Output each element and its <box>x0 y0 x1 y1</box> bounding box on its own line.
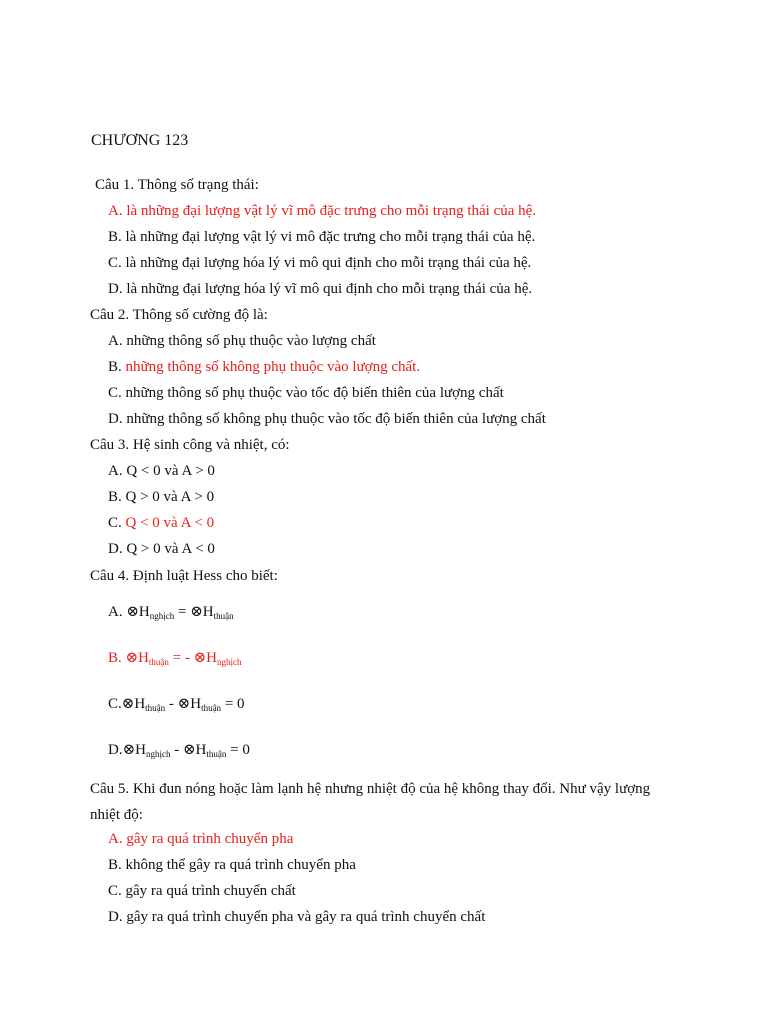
q2-option-c: C. những thông số phụ thuộc vào tốc độ biến thiên của lượng chất <box>108 385 504 401</box>
q4-b-prefix: B. ⊗H <box>108 650 149 666</box>
q4-option-b <box>108 649 242 667</box>
q4-c-sub1: thuận <box>145 703 166 713</box>
q4-c-sub2: thuận <box>201 703 222 713</box>
q4-b-mid: = - ⊗H <box>168 650 218 666</box>
chapter-title: CHƯƠNG 123 <box>91 132 189 149</box>
q3-option-c-text: Q < 0 và A < 0 <box>125 515 215 531</box>
q2-option-a: A. những thông số phụ thuộc vào lượng chất <box>108 333 376 349</box>
q5-option-b: B. không thể gây ra quá trình chuyển pha <box>108 857 356 873</box>
q4-c-prefix: C.⊗H <box>108 696 146 712</box>
question-3: Câu 3. Hệ sinh công và nhiệt, có: <box>90 437 290 453</box>
q1-option-a: A. là những đại lượng vật lý vĩ mô đặc trưng cho mỗi trạng thái của hệ. <box>108 203 537 219</box>
question-2: Câu 2. Thông số cường độ là: <box>90 307 268 323</box>
q4-a-mid: = ⊗H <box>174 604 214 620</box>
q3-option-a: A. Q < 0 và A > 0 <box>108 463 215 479</box>
q4-b-sub2: nghịch <box>217 657 242 667</box>
question-4: Câu 4. Định luật Hess cho biết: <box>90 568 278 584</box>
q2-option-d: D. những thông số không phụ thuộc vào tốc độ biến thiên của lượng chất <box>108 411 546 427</box>
q3-option-c-label: C. <box>108 515 126 531</box>
q4-d-suffix: = 0 <box>226 742 250 758</box>
q2-option-b-text: những thông số không phụ thuộc vào lượng chất. <box>125 359 421 375</box>
q5-option-d: D. gây ra quá trình chuyển pha và gây ra quá trình chuyển chất <box>108 909 486 925</box>
q1-option-c: C. là những đại lượng hóa lý vi mô qui định cho mỗi trạng thái của hệ. <box>108 255 532 271</box>
q4-a-sub2: thuận <box>213 611 234 621</box>
q4-d-sub1: nghịch <box>145 749 171 759</box>
q4-c-suffix: = 0 <box>221 696 245 712</box>
question-5 <box>90 776 678 828</box>
q4-d-sub2: thuận <box>206 749 227 759</box>
q5-option-c: C. gây ra quá trình chuyển chất <box>108 883 296 899</box>
q3-option-d: D. Q > 0 và A < 0 <box>108 541 215 557</box>
question-5-text: Câu 5. Khi đun nóng hoặc làm lạnh hệ nhưng nhiệt độ của hệ không thay đổi. Như vậy lượng nhiệt độ: <box>90 781 651 823</box>
q4-d-prefix: D.⊗H <box>108 742 146 758</box>
q2-option-b-label: B. <box>108 359 126 375</box>
q3-option-b: B. Q > 0 và A > 0 <box>108 489 215 505</box>
q2-option-b <box>108 358 420 376</box>
q1-option-b: B. là những đại lượng vật lý vi mô đặc trưng cho mỗi trạng thái của hệ. <box>108 229 536 245</box>
q4-c-mid: - ⊗H <box>165 696 202 712</box>
q4-a-sub1: nghịch <box>149 611 175 621</box>
question-1: Câu 1. Thông số trạng thái: <box>95 177 259 193</box>
q1-option-d: D. là những đại lượng hóa lý vĩ mô qui định cho mỗi trạng thái của hệ. <box>108 281 533 297</box>
q4-option-d <box>108 741 250 759</box>
q3-option-c <box>108 514 214 532</box>
q4-d-mid: - ⊗H <box>170 742 207 758</box>
q4-option-c <box>108 695 245 713</box>
q4-b-sub1: thuận <box>148 657 169 667</box>
q4-a-prefix: A. ⊗H <box>108 604 150 620</box>
q4-option-a <box>108 603 234 621</box>
q5-option-a: A. gây ra quá trình chuyển pha <box>108 831 294 847</box>
